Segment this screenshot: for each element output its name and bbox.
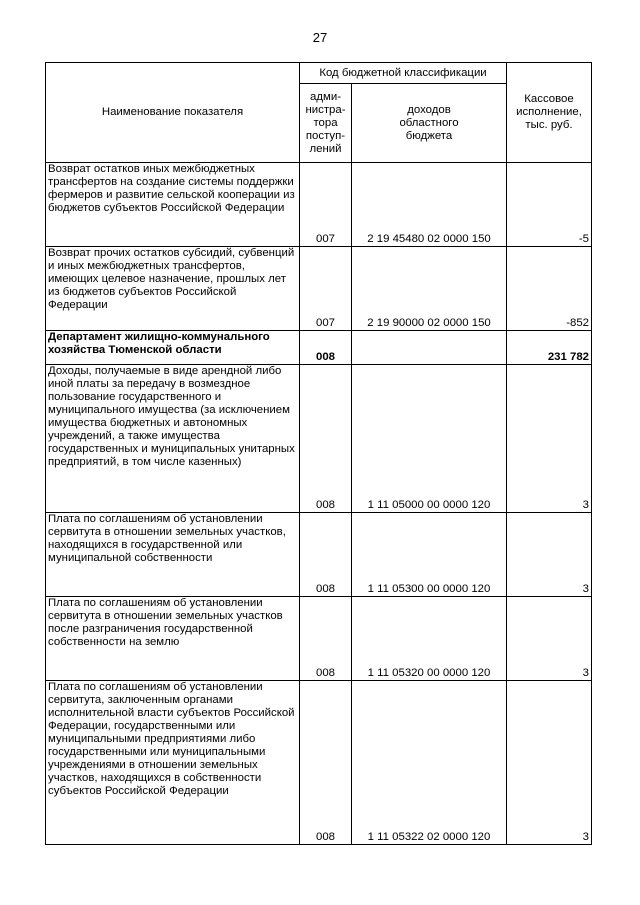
row-indicator-text: Плата по соглашениям об установлении сервитута в отношении земельных участков, находящихся в государственной или муниципальной собственности <box>48 513 286 564</box>
row-indicator-text: Департамент жилищно-коммунального хозяйства Тюменской области <box>48 331 270 356</box>
row-indicator-name <box>46 365 300 513</box>
table-row <box>46 681 592 845</box>
header-budget-classification-code: Код бюджетной классификации <box>300 63 507 84</box>
row-indicator-text: Возврат прочих остатков субсидий, субвенций и иных межбюджетных трансфертов, имеющих целевое назначение, прошлых лет из бюджетов субъектов Российской Федерации <box>48 247 295 311</box>
row-indicator-name <box>46 513 300 597</box>
row-cash-execution-amount: 3 <box>507 681 592 845</box>
table-row <box>46 331 592 365</box>
row-administrator-code: 008 <box>300 681 352 845</box>
row-budget-revenue-code: 2 19 45480 02 0000 150 <box>352 163 507 247</box>
table-row <box>46 163 592 247</box>
row-cash-execution-amount: -5 <box>507 163 592 247</box>
row-administrator-code: 008 <box>300 331 352 365</box>
table-body <box>46 163 592 845</box>
row-indicator-name <box>46 681 300 845</box>
row-indicator-name <box>46 247 300 331</box>
row-administrator-code: 008 <box>300 597 352 681</box>
row-cash-execution-amount: 231 782 <box>507 331 592 365</box>
row-budget-revenue-code: 1 11 05322 02 0000 120 <box>352 681 507 845</box>
row-budget-revenue-code: 2 19 90000 02 0000 150 <box>352 247 507 331</box>
table-row <box>46 247 592 331</box>
row-cash-execution-amount: 3 <box>507 365 592 513</box>
row-administrator-code: 007 <box>300 247 352 331</box>
header-revenue-administrator: адми- нистра- тора поступ- лений <box>300 84 352 163</box>
table-row <box>46 365 592 513</box>
budget-revenue-table <box>45 62 592 845</box>
page-number: 27 <box>312 30 328 45</box>
row-cash-execution-amount: 3 <box>507 513 592 597</box>
table-row <box>46 597 592 681</box>
row-indicator-name <box>46 597 300 681</box>
row-indicator-name <box>46 163 300 247</box>
row-budget-revenue-code: 1 11 05000 00 0000 120 <box>352 365 507 513</box>
row-budget-revenue-code <box>352 331 507 365</box>
row-administrator-code: 008 <box>300 365 352 513</box>
row-administrator-code: 007 <box>300 163 352 247</box>
header-indicator-name: Наименование показателя <box>46 63 300 163</box>
table-row <box>46 513 592 597</box>
row-indicator-text: Возврат остатков иных межбюджетных трансфертов на создание системы поддержки фермеров и развитие сельской кооперации из бюджетов субъектов Российской Федерации <box>48 163 295 214</box>
row-budget-revenue-code: 1 11 05300 00 0000 120 <box>352 513 507 597</box>
row-administrator-code: 008 <box>300 513 352 597</box>
row-indicator-text: Плата по соглашениям об установлении сервитута в отношении земельных участков после разграничения государственной собственности на землю <box>48 597 283 648</box>
row-indicator-name <box>46 331 300 365</box>
row-indicator-text: Плата по соглашениям об установлении сервитута, заключенным органами исполнительной власти субъектов Российской Федерации, государственными или муниципальными предприятиями либо государственными или муниципальными учреждениями в отношении земельных участков, находящихся в собственности субъектов Российской Федерации <box>48 681 295 797</box>
row-budget-revenue-code: 1 11 05320 00 0000 120 <box>352 597 507 681</box>
row-indicator-text: Доходы, получаемые в виде арендной либо иной платы за передачу в возмездное пользование государственного и муниципального имущества (за исключением имущества бюджетных и автономных учреждений, а также имущества государственных и муниципальных унитарных предприятий, в том числе казенных) <box>48 365 295 468</box>
row-cash-execution-amount: -852 <box>507 247 592 331</box>
header-regional-budget-revenue: доходов областного бюджета <box>352 84 507 163</box>
row-cash-execution-amount: 3 <box>507 597 592 681</box>
header-cash-execution: Кассовое исполнение, тыс. руб. <box>507 63 592 163</box>
